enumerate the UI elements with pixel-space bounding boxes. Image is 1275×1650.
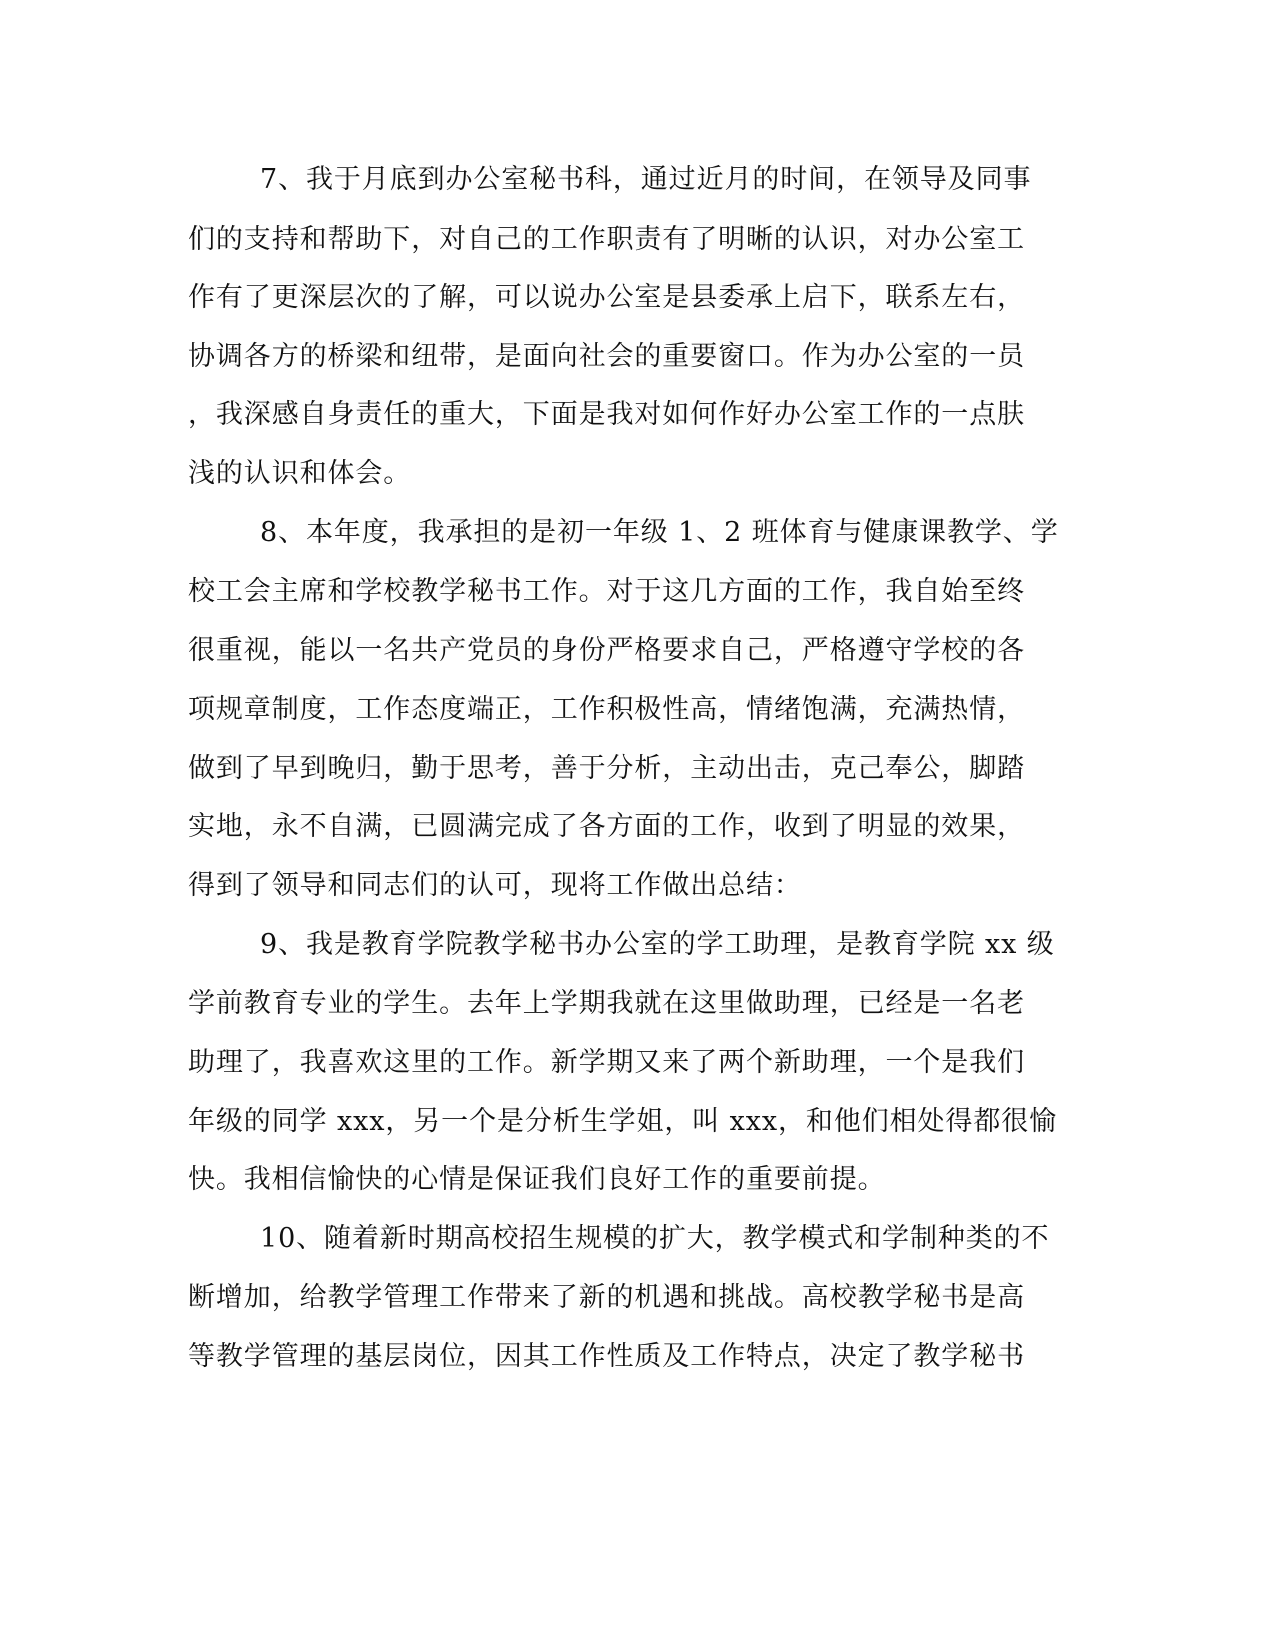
paragraph-7-line-5: ，我深感自身责任的重大，下面是我对如何作好办公室工作的一点肤 (188, 399, 1025, 430)
paragraph-10-line-1: 10、随着新时期高校招生规模的扩大，教学模式和学制种类的不 (260, 1223, 1050, 1254)
paragraph-8-line-5: 做到了早到晚归，勤于思考，善于分析，主动出击，克己奉公，脚踏 (188, 753, 1025, 784)
paragraph-8-line-1: 8、本年度，我承担的是初一年级 1、2 班体育与健康课教学、学 (260, 517, 1059, 548)
paragraph-7-line-3: 作有了更深层次的了解，可以说办公室是县委承上启下，联系左右， (188, 282, 1025, 313)
paragraph-10-line-2: 断增加，给教学管理工作带来了新的机遇和挑战。高校教学秘书是高 (188, 1282, 1025, 1313)
paragraph-8-line-4: 项规章制度，工作态度端正，工作积极性高，情绪饱满，充满热情， (188, 694, 1025, 725)
paragraph-8-line-7: 得到了领导和同志们的认可，现将工作做出总结： (188, 870, 802, 901)
paragraph-7-line-1: 7、我于月底到办公室秘书科，通过近月的时间，在领导及同事 (260, 164, 1032, 195)
paragraph-9-line-1: 9、我是教育学院教学秘书办公室的学工助理，是教育学院 xx 级 (260, 929, 1055, 960)
paragraph-10-line-3: 等教学管理的基层岗位，因其工作性质及工作特点，决定了教学秘书 (188, 1341, 1025, 1372)
paragraph-9-line-3: 助理了，我喜欢这里的工作。新学期又来了两个新助理，一个是我们 (188, 1047, 1025, 1078)
paragraph-7-line-2: 们的支持和帮助下，对自己的工作职责有了明晰的认识，对办公室工 (188, 224, 1025, 255)
paragraph-8-line-6: 实地，永不自满，已圆满完成了各方面的工作，收到了明显的效果， (188, 811, 1025, 842)
paragraph-7-line-4: 协调各方的桥梁和纽带，是面向社会的重要窗口。作为办公室的一员 (188, 341, 1025, 372)
paragraph-9-line-2: 学前教育专业的学生。去年上学期我就在这里做助理，已经是一名老 (188, 988, 1025, 1019)
paragraph-7-line-6: 浅的认识和体会。 (188, 458, 412, 489)
paragraph-8-line-2: 校工会主席和学校教学秘书工作。对于这几方面的工作，我自始至终 (188, 576, 1025, 607)
paragraph-9-line-5: 快。我相信愉快的心情是保证我们良好工作的重要前提。 (188, 1164, 886, 1195)
paragraph-9-line-4: 年级的同学 xxx，另一个是分析生学姐，叫 xxx，和他们相处得都很愉 (188, 1106, 1058, 1137)
paragraph-8-line-3: 很重视，能以一名共产党员的身份严格要求自己，严格遵守学校的各 (188, 635, 1025, 666)
